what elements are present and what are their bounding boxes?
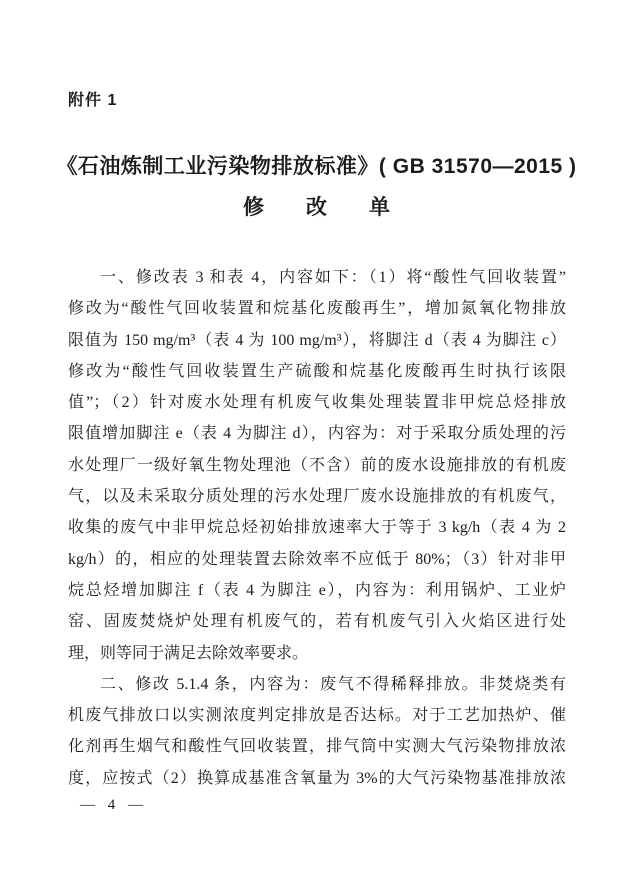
body-line: 气，以及未采取分质处理的污水处理厂废水设施排放的有机废气， <box>68 488 566 506</box>
document-subtitle: 修 改 单 <box>243 196 390 219</box>
body-line: 理，则等同于满足去除效率要求。 <box>68 644 309 662</box>
body-line: 修改为“酸性气回收装置和烷基化废酸再生”，增加氮氧化物排放 <box>68 300 566 318</box>
body-line: 修改为“酸性气回收装置生产硫酸和烷基化废酸再生时执行该限 <box>68 362 566 380</box>
page-number: — 4 — <box>80 797 144 813</box>
attachment-label: 附件 1 <box>68 92 118 109</box>
body-line: 限值增加脚注 e（表 4 为脚注 d），内容为：对于采取分质处理的污 <box>68 425 566 443</box>
body-line: 限值为 150 mg/m³（表 4 为 100 mg/m³），将脚注 d（表 4 为脚注 c） <box>68 331 566 349</box>
body-line: 二、修改 5.1.4 条，内容为：废气不得稀释排放。非焚烧类有 <box>100 675 566 693</box>
body-line: 窑、固废焚烧炉处理有机废气的，若有机废气引入火焰区进行处 <box>68 613 566 631</box>
body-line: 度，应按式（2）换算成基准含氧量为 3%的大气污染物基准排放浓 <box>68 769 566 787</box>
body-line: kg/h）的，相应的处理装置去除效率不应低于 80%；（3）针对非甲 <box>68 550 566 568</box>
document-title: 《石油炼制工业污染物排放标准》( GB 31570—2015 ) <box>56 155 577 178</box>
body-line: 烷总烃增加脚注 f（表 4 为脚注 e），内容为：利用锅炉、工业炉 <box>68 581 566 599</box>
body-line: 水处理厂一级好氧生物处理池（不含）前的废水设施排放的有机废 <box>68 456 566 474</box>
body-line: 值”；（2）针对废水处理有机废气收集处理装置非甲烷总烃排放 <box>68 394 566 412</box>
body-line: 化剂再生烟气和酸性气回收装置，排气筒中实测大气污染物排放浓 <box>68 738 566 756</box>
body-line: 一、修改表 3 和表 4，内容如下：（1）将“酸性气回收装置” <box>100 269 566 286</box>
document-body <box>68 262 566 794</box>
body-line: 机废气排放口以实测浓度判定排放是否达标。对于工艺加热炉、催 <box>68 707 566 725</box>
body-line: 收集的废气中非甲烷总烃初始排放速率大于等于 3 kg/h（表 4 为 2 <box>68 519 566 537</box>
